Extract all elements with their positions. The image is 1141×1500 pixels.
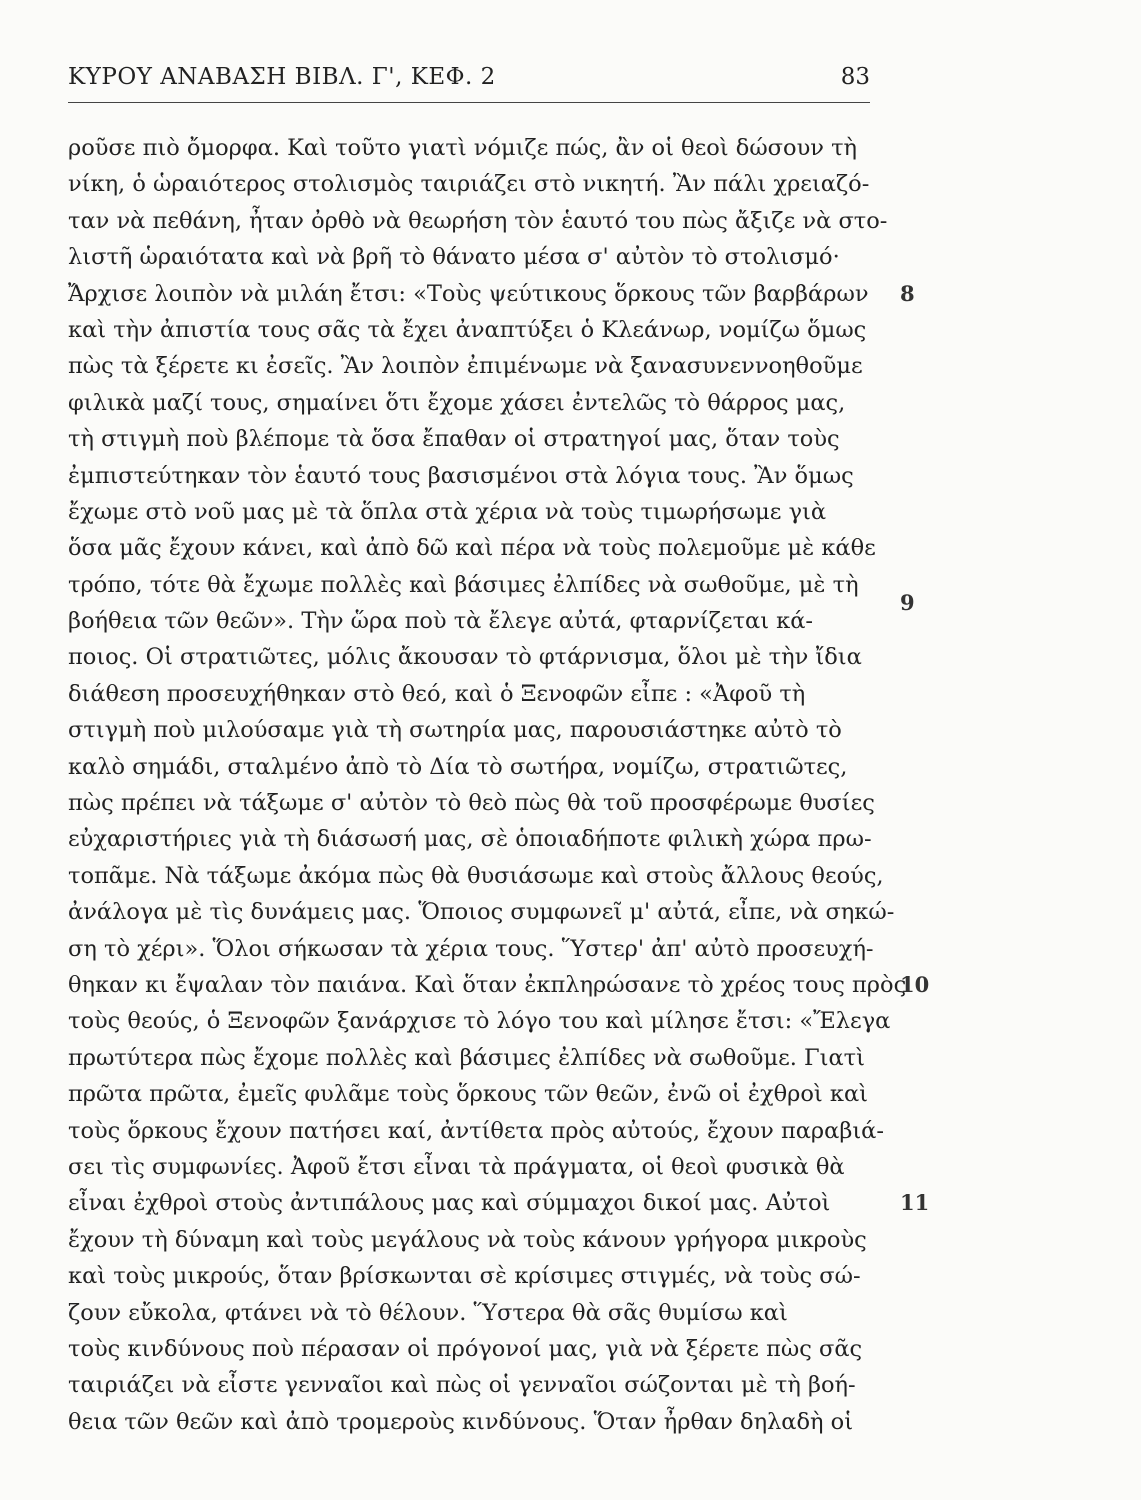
text-line: θεια τῶν θεῶν καὶ ἀπὸ τρομεροὺς κινδύνους. Ὅταν ἦρθαν δηλαδὴ οἱ — [68, 1408, 854, 1435]
text-line: ζουν εὔκολα, φτάνει νὰ τὸ θέλουν. Ὕστερα θὰ σᾶς θυμίσω καὶ — [68, 1299, 788, 1326]
section-number-9: 9 — [900, 590, 915, 615]
text-line: σει τὶς συμφωνίες. Ἀφοῦ ἔτσι εἶναι τὰ πράγματα, οἱ θεοὶ φυσικὰ θὰ — [68, 1153, 845, 1180]
text-line: θηκαν κι ἔψαλαν τὸν παιάνα. Καὶ ὅταν ἐκπληρώσανε τὸ χρέος τους πρὸς — [68, 971, 907, 998]
text-line: ση τὸ χέρι». Ὅλοι σήκωσαν τὰ χέρια τους. Ὕστερ' ἀπ' αὐτὸ προσευχή- — [68, 935, 874, 962]
text-line: ταιριάζει νὰ εἶστε γενναῖοι καὶ πὼς οἱ γενναῖοι σώζονται μὲ τὴ βοή- — [68, 1372, 856, 1399]
section-number-11: 11 — [900, 1190, 930, 1215]
text-line: εὐχαριστήριες γιὰ τὴ διάσωσή μας, σὲ ὁποιαδήποτε φιλικὴ χώρα πρω- — [68, 826, 872, 853]
text-line: πρωτύτερα πὼς ἔχομε πολλὲς καὶ βάσιμες ἐλπίδες νὰ σωθοῦμε. Γιατὶ — [68, 1044, 865, 1071]
text-line: τοπᾶμε. Νὰ τάξωμε ἀκόμα πὼς θὰ θυσιάσωμε καὶ στοὺς ἄλλους θεούς, — [68, 862, 884, 889]
text-line — [68, 1440, 883, 1476]
text-line: εἶναι ἐχθροὶ στοὺς ἀντιπάλους μας καὶ σύμμαχοι δικοί μας. Αὐτοὶ — [68, 1190, 831, 1217]
running-header — [68, 62, 870, 103]
text-line: πρῶτα πρῶτα, ἐμεῖς φυλᾶμε τοὺς ὅρκους τῶν θεῶν, ἐνῶ οἱ ἐχθροὶ καὶ — [68, 1081, 868, 1108]
text-line: πὼς πρέπει νὰ τάξωμε σ' αὐτὸν τὸ θεὸ πὼς θὰ τοῦ προσφέρωμε θυσίες — [68, 790, 875, 817]
text-line: πὼς τὰ ξέρετε κι ἐσεῖς. Ἂν λοιπὸν ἐπιμένωμε νὰ ξανασυνεννοηθοῦμε — [68, 353, 863, 380]
text-line: νίκη, ὁ ὡραιότερος στολισμὸς ταιριάζει στὸ νικητή. Ἂν πάλι χρειαζό- — [68, 171, 870, 198]
text-line: στιγμὴ ποὺ μιλούσαμε γιὰ τὴ σωτηρία μας, παρουσιάστηκε αὐτὸ τὸ — [68, 717, 842, 744]
text-line: τὴ στιγμὴ ποὺ βλέπομε τὰ ὅσα ἔπαθαν οἱ στρατηγοί μας, ὅταν τοὺς — [68, 426, 840, 453]
text-line: ἀνάλογα μὲ τὶς δυνάμεις μας. Ὅποιος συμφωνεῖ μ' αὐτά, εἶπε, νὰ σηκώ- — [68, 899, 895, 926]
text-line: ὅσα μᾶς ἔχουν κάνει, καὶ ἀπὸ δῶ καὶ πέρα νὰ τοὺς πολεμοῦμε μὲ κάθε — [68, 535, 876, 562]
section-number-8: 8 — [900, 281, 915, 306]
section-number-10: 10 — [900, 972, 930, 997]
text-line: βοήθεια τῶν θεῶν». Τὴν ὥρα ποὺ τὰ ἔλεγε αὐτά, φταρνίζεται κά- — [68, 608, 814, 635]
page-number: 83 — [840, 64, 870, 90]
text-line: διάθεση προσευχήθηκαν στὸ θεό, καὶ ὁ Ξενοφῶν εἶπε : «Ἀφοῦ τὴ — [68, 680, 806, 707]
text-line: ταν νὰ πεθάνη, ἦταν ὀρθὸ νὰ θεωρήση τὸν ἑαυτό του πὼς ἄξιζε νὰ στο- — [68, 207, 888, 234]
text-line: τοὺς κινδύνους ποὺ πέρασαν οἱ πρόγονοί μας, γιὰ νὰ ξέρετε πὼς σᾶς — [68, 1335, 863, 1362]
text-line: καὶ τὴν ἀπιστία τους σᾶς τὰ ἔχει ἀναπτύξει ὁ Κλεάνωρ, νομίζω ὅμως — [68, 316, 867, 343]
text-line: ἐμπιστεύτηκαν τὸν ἑαυτό τους βασισμένοι στὰ λόγια τους. Ἂν ὅμως — [68, 462, 854, 489]
text-line: καὶ τοὺς μικρούς, ὅταν βρίσκωνται σὲ κρίσιμες στιγμές, νὰ τοὺς σώ- — [68, 1263, 861, 1290]
text-line: τρόπο, τότε θὰ ἔχωμε πολλὲς καὶ βάσιμες ἐλπίδες νὰ σωθοῦμε, μὲ τὴ — [68, 571, 859, 598]
text-line: ροῦσε πιὸ ὄμορφα. Καὶ τοῦτο γιατὶ νόμιζε πώς, ἂν οἱ θεοὶ δώσουν τὴ — [68, 135, 858, 161]
text-line: ἔχωμε στὸ νοῦ μας μὲ τὰ ὅπλα στὰ χέρια νὰ τοὺς τιμωρήσωμε γιὰ — [68, 498, 827, 525]
text-line: καλὸ σημάδι, σταλμένο ἀπὸ τὸ Δία τὸ σωτήρα, νομίζω, στρατιῶτες, — [68, 753, 848, 780]
text-line: λιστῆ ὡραιότατα καὶ νὰ βρῆ τὸ θάνατο μέσα σ' αὐτὸν τὸ στολισμό· — [68, 244, 840, 271]
text-line: τοὺς ὅρκους ἔχουν πατήσει καί, ἀντίθετα πρὸς αὐτούς, ἔχουν παραβιά- — [68, 1117, 884, 1144]
text-line: Ἄρχισε λοιπὸν νὰ μιλάη ἔτσι: «Τοὺς ψεύτικους ὅρκους τῶν βαρβάρων — [68, 280, 869, 307]
text-line: ἔχουν τὴ δύναμη καὶ τοὺς μεγάλους νὰ τοὺς κάνουν γρήγορα μικροὺς — [68, 1226, 867, 1253]
header-title: ΚΥΡΟΥ ΑΝΑΒΑΣΗ ΒΙΒΛ. Γ', ΚΕΦ. 2 — [68, 64, 496, 90]
text-line: φιλικὰ μαζί τους, σημαίνει ὅτι ἔχομε χάσει ἐντελῶς τὸ θάρρος μας, — [68, 389, 846, 416]
text-line: τοὺς θεούς, ὁ Ξενοφῶν ξανάρχισε τὸ λόγο του καὶ μίλησε ἔτσι: «Ἔλεγα — [68, 1008, 891, 1035]
text-line: ποιος. Οἱ στρατιῶτες, μόλις ἄκουσαν τὸ φτάρνισμα, ὅλοι μὲ τὴν ἴδια — [68, 644, 862, 671]
body-text — [68, 130, 907, 1476]
